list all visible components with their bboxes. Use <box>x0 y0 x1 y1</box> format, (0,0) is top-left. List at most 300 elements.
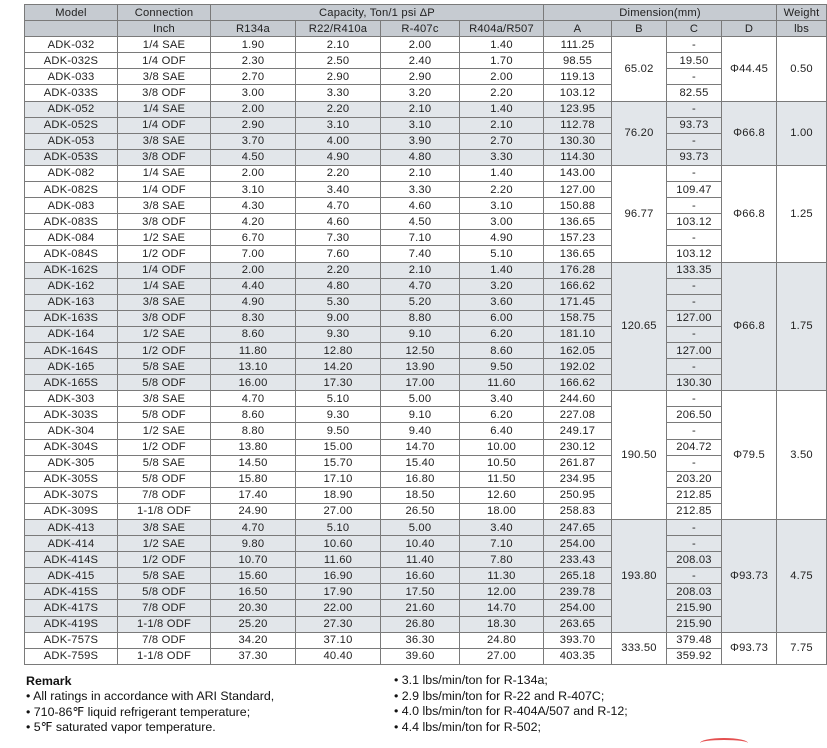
cell-dim-c: - <box>667 165 722 181</box>
cell-cap-r404a: 2.20 <box>460 85 544 101</box>
cell-model: ADK-417S <box>25 600 118 616</box>
cell-cap-r407c: 17.00 <box>381 375 460 391</box>
cell-cap-r407c: 3.10 <box>381 117 460 133</box>
cell-model: ADK-032 <box>25 37 118 53</box>
cell-dim-a: 261.87 <box>544 455 612 471</box>
table-row <box>25 471 827 487</box>
cell-cap-r407c: 39.60 <box>381 648 460 664</box>
cell-cap-r134a: 34.20 <box>211 632 296 648</box>
cell-dim-c: 109.47 <box>667 182 722 198</box>
table-row <box>25 423 827 439</box>
cell-cap-r404a: 12.60 <box>460 487 544 503</box>
cell-connection: 1/2 ODF <box>118 246 211 262</box>
cell-cap-r22: 3.30 <box>296 85 381 101</box>
cell-dim-c: 212.85 <box>667 487 722 503</box>
cell-cap-r404a: 2.00 <box>460 69 544 85</box>
cell-connection: 1/4 SAE <box>118 165 211 181</box>
cell-connection: 3/8 SAE <box>118 520 211 536</box>
cell-cap-r407c: 2.10 <box>381 101 460 117</box>
header-dimension: Dimension(mm) <box>544 5 777 21</box>
cell-cap-r407c: 3.20 <box>381 85 460 101</box>
table-row <box>25 182 827 198</box>
cell-cap-r407c: 9.40 <box>381 423 460 439</box>
cell-dim-d: Φ66.8 <box>722 262 777 391</box>
cell-dim-b: 65.02 <box>612 37 667 101</box>
cell-connection: 3/8 SAE <box>118 391 211 407</box>
cell-cap-r404a: 5.10 <box>460 246 544 262</box>
cell-cap-r134a: 8.30 <box>211 310 296 326</box>
table-row <box>25 37 827 53</box>
cell-connection: 5/8 SAE <box>118 455 211 471</box>
cell-dim-c: 379.48 <box>667 632 722 648</box>
cell-dim-a: 111.25 <box>544 37 612 53</box>
cell-dim-a: 181.10 <box>544 326 612 342</box>
cell-dim-c: 127.00 <box>667 342 722 358</box>
table-row <box>25 342 827 358</box>
cell-model: ADK-165 <box>25 359 118 375</box>
header-row-2 <box>25 21 827 37</box>
table-row <box>25 616 827 632</box>
cell-cap-r134a: 4.40 <box>211 278 296 294</box>
cell-dim-b: 193.80 <box>612 520 667 633</box>
cell-cap-r407c: 4.60 <box>381 198 460 214</box>
cell-cap-r22: 2.10 <box>296 37 381 53</box>
table-row <box>25 133 827 149</box>
cell-cap-r407c: 4.70 <box>381 278 460 294</box>
cell-dim-c: - <box>667 198 722 214</box>
remarks-right <box>394 673 628 736</box>
cell-cap-r404a: 7.80 <box>460 552 544 568</box>
cell-dim-a: 162.05 <box>544 342 612 358</box>
cell-dim-d: Φ79.5 <box>722 391 777 520</box>
cell-dim-a: 112.78 <box>544 117 612 133</box>
header-dim-a: A <box>544 21 612 37</box>
cell-cap-r404a: 1.40 <box>460 262 544 278</box>
cell-cap-r134a: 20.30 <box>211 600 296 616</box>
cell-cap-r407c: 10.40 <box>381 536 460 552</box>
cell-weight: 4.75 <box>777 520 827 633</box>
cell-cap-r404a: 3.20 <box>460 278 544 294</box>
cell-cap-r404a: 3.60 <box>460 294 544 310</box>
cell-dim-d: Φ66.8 <box>722 101 777 165</box>
cell-connection: 5/8 ODF <box>118 471 211 487</box>
remark-line: • 4.0 lbs/min/ton for R-404A/507 and R-12; <box>394 704 628 718</box>
cell-cap-r22: 4.00 <box>296 133 381 149</box>
cell-cap-r404a: 3.00 <box>460 214 544 230</box>
cell-cap-r407c: 18.50 <box>381 487 460 503</box>
cell-dim-d: Φ66.8 <box>722 165 777 262</box>
cell-cap-r134a: 17.40 <box>211 487 296 503</box>
cell-dim-c: - <box>667 536 722 552</box>
cell-dim-c: - <box>667 37 722 53</box>
cell-connection: 3/8 ODF <box>118 214 211 230</box>
cell-connection: 1/4 ODF <box>118 117 211 133</box>
cell-connection: 1/2 ODF <box>118 342 211 358</box>
cell-dim-c: 215.90 <box>667 616 722 632</box>
cell-connection: 1/4 ODF <box>118 53 211 69</box>
cell-cap-r404a: 7.10 <box>460 536 544 552</box>
remarks-left <box>26 689 394 736</box>
cell-dim-c: - <box>667 133 722 149</box>
cell-connection: 1-1/8 ODF <box>118 503 211 519</box>
cell-dim-a: 254.00 <box>544 536 612 552</box>
cell-cap-r404a: 4.90 <box>460 230 544 246</box>
cell-model: ADK-082 <box>25 165 118 181</box>
cell-cap-r134a: 2.90 <box>211 117 296 133</box>
table-row <box>25 648 827 664</box>
cell-cap-r22: 14.20 <box>296 359 381 375</box>
cell-connection: 7/8 ODF <box>118 600 211 616</box>
cell-cap-r404a: 27.00 <box>460 648 544 664</box>
cell-dim-c: 103.12 <box>667 246 722 262</box>
cell-dim-c: 103.12 <box>667 214 722 230</box>
cell-dim-c: - <box>667 278 722 294</box>
cell-dim-c: 82.55 <box>667 85 722 101</box>
cell-cap-r134a: 16.00 <box>211 375 296 391</box>
cell-cap-r404a: 14.70 <box>460 600 544 616</box>
cell-model: ADK-084S <box>25 246 118 262</box>
cell-model: ADK-307S <box>25 487 118 503</box>
cell-connection: 1/2 SAE <box>118 423 211 439</box>
cell-dim-c: 130.30 <box>667 375 722 391</box>
cell-model: ADK-163S <box>25 310 118 326</box>
cell-connection: 1/4 SAE <box>118 37 211 53</box>
cell-model: ADK-305S <box>25 471 118 487</box>
cell-cap-r22: 4.90 <box>296 149 381 165</box>
cell-cap-r407c: 3.30 <box>381 182 460 198</box>
header-dim-b: B <box>612 21 667 37</box>
cell-cap-r404a: 10.50 <box>460 455 544 471</box>
cell-cap-r407c: 8.80 <box>381 310 460 326</box>
cell-dim-c: 204.72 <box>667 439 722 455</box>
header-cap-r404a: R404a/R507 <box>460 21 544 37</box>
cell-dim-c: - <box>667 230 722 246</box>
table-row <box>25 375 827 391</box>
cell-dim-a: 227.08 <box>544 407 612 423</box>
cell-dim-d: Φ93.73 <box>722 520 777 633</box>
cell-cap-r134a: 3.10 <box>211 182 296 198</box>
cell-cap-r134a: 24.90 <box>211 503 296 519</box>
cell-connection: 3/8 ODF <box>118 85 211 101</box>
cell-dim-a: 247.65 <box>544 520 612 536</box>
cell-cap-r404a: 3.40 <box>460 391 544 407</box>
cell-cap-r407c: 16.80 <box>381 471 460 487</box>
cell-dim-a: 166.62 <box>544 375 612 391</box>
cell-connection: 5/8 ODF <box>118 584 211 600</box>
cell-cap-r22: 11.60 <box>296 552 381 568</box>
cell-cap-r404a: 1.70 <box>460 53 544 69</box>
cell-dim-a: 263.65 <box>544 616 612 632</box>
cell-cap-r22: 4.80 <box>296 278 381 294</box>
cell-dim-c: 19.50 <box>667 53 722 69</box>
cell-cap-r404a: 24.80 <box>460 632 544 648</box>
cell-connection: 5/8 ODF <box>118 407 211 423</box>
cell-connection: 1/2 SAE <box>118 536 211 552</box>
cell-dim-c: 127.00 <box>667 310 722 326</box>
cell-connection: 7/8 ODF <box>118 487 211 503</box>
cell-cap-r134a: 8.60 <box>211 326 296 342</box>
cell-cap-r22: 5.10 <box>296 520 381 536</box>
cell-dim-b: 76.20 <box>612 101 667 165</box>
cell-connection: 5/8 ODF <box>118 375 211 391</box>
cell-cap-r134a: 13.10 <box>211 359 296 375</box>
table-row <box>25 584 827 600</box>
cell-cap-r404a: 3.40 <box>460 520 544 536</box>
cell-dim-a: 136.65 <box>544 214 612 230</box>
cell-model: ADK-164 <box>25 326 118 342</box>
cell-dim-a: 250.95 <box>544 487 612 503</box>
cell-model: ADK-164S <box>25 342 118 358</box>
decorative-red-mark <box>700 738 748 748</box>
cell-model: ADK-083S <box>25 214 118 230</box>
cell-cap-r404a: 2.20 <box>460 182 544 198</box>
cell-dim-a: 166.62 <box>544 278 612 294</box>
cell-dim-a: 234.95 <box>544 471 612 487</box>
cell-connection: 7/8 ODF <box>118 632 211 648</box>
cell-cap-r134a: 8.80 <box>211 423 296 439</box>
cell-cap-r134a: 2.70 <box>211 69 296 85</box>
table-row <box>25 278 827 294</box>
cell-weight: 3.50 <box>777 391 827 520</box>
cell-cap-r407c: 4.80 <box>381 149 460 165</box>
cell-cap-r134a: 3.70 <box>211 133 296 149</box>
cell-connection: 1/4 SAE <box>118 278 211 294</box>
cell-dim-a: 130.30 <box>544 133 612 149</box>
cell-dim-a: 98.55 <box>544 53 612 69</box>
header-connection-unit: Inch <box>118 21 211 37</box>
cell-connection: 3/8 ODF <box>118 310 211 326</box>
cell-connection: 3/8 ODF <box>118 149 211 165</box>
cell-cap-r134a: 4.50 <box>211 149 296 165</box>
cell-cap-r407c: 5.00 <box>381 391 460 407</box>
cell-cap-r134a: 14.50 <box>211 455 296 471</box>
cell-dim-a: 176.28 <box>544 262 612 278</box>
cell-cap-r22: 17.90 <box>296 584 381 600</box>
cell-cap-r134a: 15.60 <box>211 568 296 584</box>
remark-line: • 710-86℉ liquid refrigerant temperature; <box>26 704 251 719</box>
cell-dim-c: - <box>667 69 722 85</box>
cell-cap-r404a: 2.10 <box>460 117 544 133</box>
table-row <box>25 391 827 407</box>
table-row <box>25 552 827 568</box>
table-row <box>25 439 827 455</box>
cell-cap-r407c: 13.90 <box>381 359 460 375</box>
cell-cap-r22: 12.80 <box>296 342 381 358</box>
cell-cap-r134a: 4.90 <box>211 294 296 310</box>
cell-model: ADK-304S <box>25 439 118 455</box>
remarks-title: Remark <box>26 674 72 688</box>
cell-dim-c: 215.90 <box>667 600 722 616</box>
cell-dim-a: 230.12 <box>544 439 612 455</box>
remark-line: • 3.1 lbs/min/ton for R-134a; <box>394 673 548 687</box>
cell-cap-r22: 7.30 <box>296 230 381 246</box>
cell-cap-r134a: 3.00 <box>211 85 296 101</box>
table-row <box>25 520 827 536</box>
cell-cap-r22: 22.00 <box>296 600 381 616</box>
cell-model: ADK-052 <box>25 101 118 117</box>
cell-dim-a: 393.70 <box>544 632 612 648</box>
cell-cap-r22: 15.70 <box>296 455 381 471</box>
cell-cap-r407c: 2.90 <box>381 69 460 85</box>
cell-cap-r407c: 4.50 <box>381 214 460 230</box>
cell-cap-r404a: 18.00 <box>460 503 544 519</box>
cell-dim-a: 249.17 <box>544 423 612 439</box>
cell-cap-r134a: 1.90 <box>211 37 296 53</box>
spec-table-container <box>24 4 820 665</box>
header-dim-d: D <box>722 21 777 37</box>
cell-dim-a: 258.83 <box>544 503 612 519</box>
spec-table-body <box>25 37 827 665</box>
cell-cap-r22: 17.10 <box>296 471 381 487</box>
cell-dim-a: 123.95 <box>544 101 612 117</box>
cell-dim-a: 239.78 <box>544 584 612 600</box>
cell-cap-r407c: 26.50 <box>381 503 460 519</box>
cell-dim-c: - <box>667 294 722 310</box>
header-dim-c: C <box>667 21 722 37</box>
cell-model: ADK-413 <box>25 520 118 536</box>
table-row <box>25 149 827 165</box>
cell-cap-r407c: 5.20 <box>381 294 460 310</box>
cell-cap-r404a: 1.40 <box>460 165 544 181</box>
cell-cap-r134a: 2.00 <box>211 262 296 278</box>
cell-weight: 1.25 <box>777 165 827 262</box>
cell-cap-r134a: 11.80 <box>211 342 296 358</box>
cell-cap-r404a: 11.60 <box>460 375 544 391</box>
cell-cap-r404a: 8.60 <box>460 342 544 358</box>
cell-connection: 1/4 SAE <box>118 101 211 117</box>
cell-connection: 5/8 SAE <box>118 568 211 584</box>
cell-connection: 5/8 SAE <box>118 359 211 375</box>
cell-cap-r407c: 17.50 <box>381 584 460 600</box>
cell-cap-r407c: 12.50 <box>381 342 460 358</box>
cell-cap-r22: 9.30 <box>296 407 381 423</box>
table-row <box>25 230 827 246</box>
cell-cap-r407c: 26.80 <box>381 616 460 632</box>
table-row <box>25 85 827 101</box>
cell-dim-c: 212.85 <box>667 503 722 519</box>
table-row <box>25 407 827 423</box>
table-row <box>25 69 827 85</box>
cell-model: ADK-415 <box>25 568 118 584</box>
cell-dim-a: 171.45 <box>544 294 612 310</box>
cell-weight: 7.75 <box>777 632 827 664</box>
cell-cap-r407c: 2.10 <box>381 262 460 278</box>
cell-cap-r407c: 2.00 <box>381 37 460 53</box>
header-cap-r407c: R-407c <box>381 21 460 37</box>
table-row <box>25 632 827 648</box>
cell-cap-r134a: 25.20 <box>211 616 296 632</box>
cell-weight: 1.00 <box>777 101 827 165</box>
cell-cap-r22: 40.40 <box>296 648 381 664</box>
cell-model: ADK-053 <box>25 133 118 149</box>
cell-cap-r134a: 8.60 <box>211 407 296 423</box>
table-row <box>25 53 827 69</box>
cell-dim-b: 333.50 <box>612 632 667 664</box>
table-row <box>25 487 827 503</box>
cell-cap-r404a: 6.20 <box>460 326 544 342</box>
cell-dim-c: 203.20 <box>667 471 722 487</box>
cell-cap-r22: 10.60 <box>296 536 381 552</box>
cell-cap-r22: 4.60 <box>296 214 381 230</box>
cell-connection: 1/4 ODF <box>118 262 211 278</box>
remark-line: • 4.4 lbs/min/ton for R-502; <box>394 719 541 734</box>
cell-cap-r404a: 9.50 <box>460 359 544 375</box>
cell-connection: 3/8 SAE <box>118 69 211 85</box>
cell-connection: 3/8 SAE <box>118 133 211 149</box>
cell-connection: 1-1/8 ODF <box>118 648 211 664</box>
cell-model: ADK-032S <box>25 53 118 69</box>
cell-model: ADK-163 <box>25 294 118 310</box>
cell-dim-c: 93.73 <box>667 149 722 165</box>
cell-dim-c: - <box>667 423 722 439</box>
cell-cap-r22: 16.90 <box>296 568 381 584</box>
cell-cap-r22: 27.30 <box>296 616 381 632</box>
cell-cap-r407c: 2.40 <box>381 53 460 69</box>
cell-dim-c: 208.03 <box>667 584 722 600</box>
cell-dim-a: 244.60 <box>544 391 612 407</box>
header-cap-r22: R22/R410a <box>296 21 381 37</box>
cell-model: ADK-033 <box>25 69 118 85</box>
cell-cap-r22: 37.10 <box>296 632 381 648</box>
table-row <box>25 536 827 552</box>
cell-dim-c: 206.50 <box>667 407 722 423</box>
cell-cap-r404a: 18.30 <box>460 616 544 632</box>
cell-dim-a: 150.88 <box>544 198 612 214</box>
cell-model: ADK-415S <box>25 584 118 600</box>
cell-connection: 1/2 SAE <box>118 326 211 342</box>
cell-cap-r404a: 3.10 <box>460 198 544 214</box>
cell-dim-c: - <box>667 326 722 342</box>
cell-cap-r134a: 6.70 <box>211 230 296 246</box>
remark-line: • 5℉ saturated vapor temperature. <box>26 720 216 734</box>
cell-dim-a: 403.35 <box>544 648 612 664</box>
cell-cap-r404a: 11.50 <box>460 471 544 487</box>
cell-connection: 1/2 ODF <box>118 552 211 568</box>
cell-connection: 1/2 SAE <box>118 230 211 246</box>
cell-cap-r407c: 7.40 <box>381 246 460 262</box>
cell-cap-r407c: 36.30 <box>381 632 460 648</box>
table-row <box>25 294 827 310</box>
cell-model: ADK-757S <box>25 632 118 648</box>
cell-cap-r22: 5.30 <box>296 294 381 310</box>
cell-cap-r407c: 15.40 <box>381 455 460 471</box>
cell-cap-r404a: 1.40 <box>460 101 544 117</box>
cell-model: ADK-414 <box>25 536 118 552</box>
cell-dim-b: 96.77 <box>612 165 667 262</box>
cell-cap-r22: 3.10 <box>296 117 381 133</box>
cell-dim-a: 114.30 <box>544 149 612 165</box>
cell-cap-r22: 3.40 <box>296 182 381 198</box>
cell-cap-r404a: 6.20 <box>460 407 544 423</box>
cell-cap-r407c: 3.90 <box>381 133 460 149</box>
cell-cap-r134a: 2.00 <box>211 165 296 181</box>
table-row <box>25 326 827 342</box>
cell-connection: 1/2 ODF <box>118 439 211 455</box>
cell-cap-r134a: 37.30 <box>211 648 296 664</box>
table-row <box>25 503 827 519</box>
cell-cap-r134a: 9.80 <box>211 536 296 552</box>
cell-dim-c: - <box>667 520 722 536</box>
cell-cap-r22: 2.20 <box>296 165 381 181</box>
cell-cap-r134a: 2.00 <box>211 101 296 117</box>
cell-connection: 3/8 SAE <box>118 198 211 214</box>
cell-cap-r134a: 4.20 <box>211 214 296 230</box>
cell-cap-r22: 2.20 <box>296 262 381 278</box>
cell-dim-c: 208.03 <box>667 552 722 568</box>
cell-connection: 1-1/8 ODF <box>118 616 211 632</box>
cell-model: ADK-309S <box>25 503 118 519</box>
cell-cap-r407c: 5.00 <box>381 520 460 536</box>
